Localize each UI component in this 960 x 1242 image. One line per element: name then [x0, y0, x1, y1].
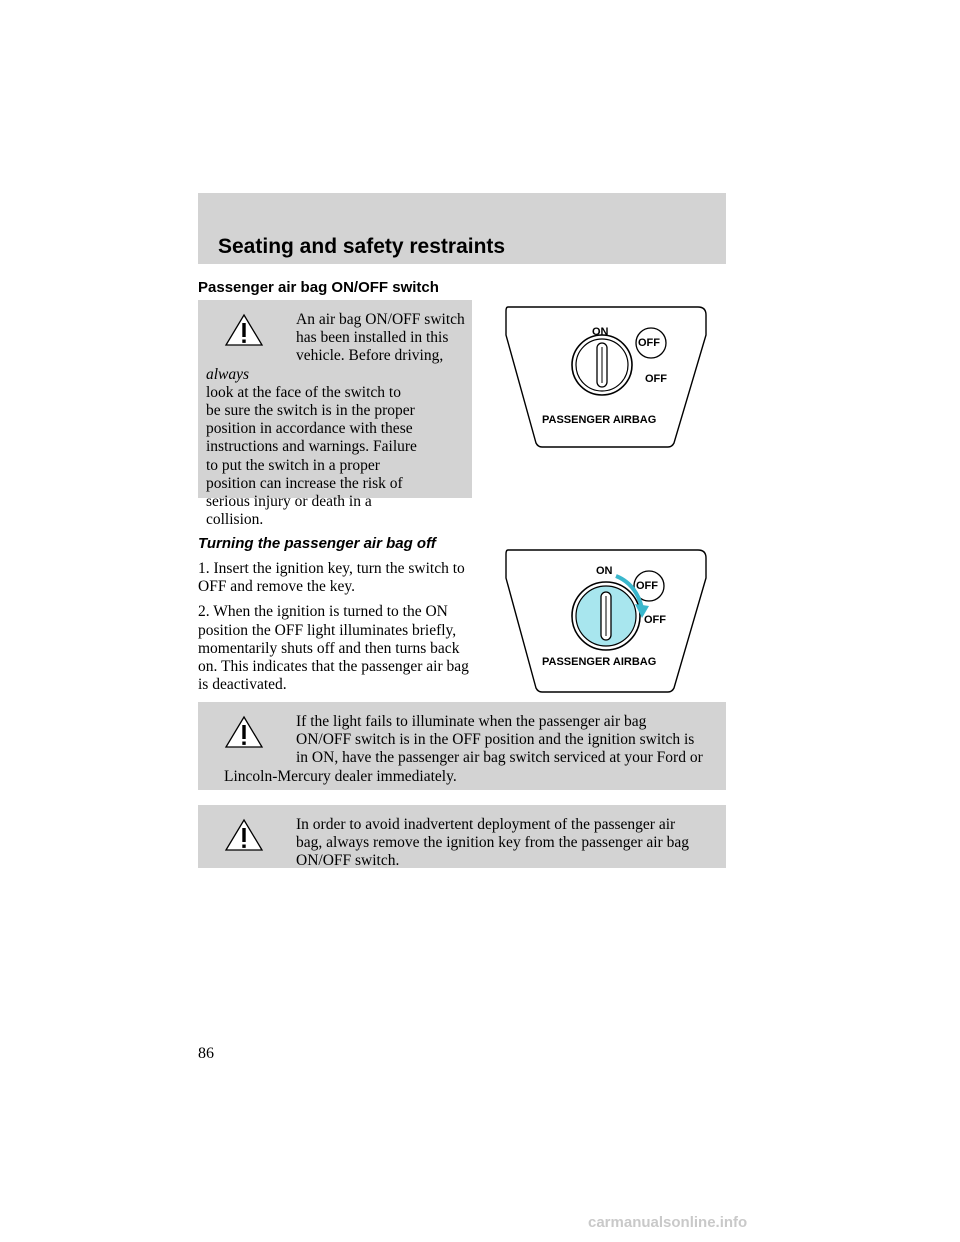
warning-line: If the light fails to illuminate when the passenger air bag [296, 713, 647, 730]
warning-line: ON/OFF switch is in the OFF position and the ignition switch is [296, 731, 695, 749]
page-number: 86 [198, 1045, 214, 1062]
section-title: Passenger air bag ON/OFF switch [198, 279, 439, 296]
label-passenger-airbag: PASSENGER AIRBAG [542, 414, 657, 426]
warning-line: serious injury or death in a [206, 493, 372, 511]
label-off: OFF [644, 614, 666, 626]
warning-line: bag, always remove the ignition key from the passenger air bag [296, 834, 689, 852]
warning-line: In order to avoid inadvertent deployment of the passenger air [296, 816, 676, 833]
step-2: 2. When the ignition is turned to the ON position the OFF light illuminates briefly, momentarily shuts off and then turns back on. This indicates that the passenger air bag is deactivated. [198, 603, 469, 694]
label-passenger-airbag: PASSENGER AIRBAG [542, 656, 657, 668]
warning-line: be sure the switch is in the proper [206, 402, 415, 420]
warning-box-1 [198, 300, 472, 529]
subsection-title: Turning the passenger air bag off [198, 535, 436, 552]
warning-line: has been installed in this [296, 329, 449, 347]
warning-line: vehicle. Before driving, always [206, 347, 444, 383]
label-on: ON [592, 326, 609, 338]
label-off-lamp: OFF [636, 580, 658, 592]
warning-triangle-icon [224, 715, 264, 751]
warning-box-2 [198, 702, 726, 790]
step-1: 1. Insert the ignition key, turn the switch to OFF and remove the key. [198, 560, 465, 596]
steps-list [198, 560, 474, 701]
warning-line: ON/OFF switch. [296, 852, 400, 870]
warning-line: in ON, have the passenger air bag switch serviced at your Ford or [296, 749, 703, 767]
footer-watermark-url[interactable]: carmanualsonline.info [588, 1214, 748, 1231]
warning-box-3 [198, 805, 726, 868]
warning-line: collision. [206, 511, 264, 529]
switch-figure-off [502, 305, 708, 449]
warning-line: position can increase the risk of [206, 474, 403, 492]
chapter-title: Seating and safety restraints [218, 235, 506, 258]
label-on: ON [596, 565, 613, 577]
warning-line: instructions and warnings. Failure [206, 438, 417, 456]
warning-triangle-icon [224, 313, 264, 349]
emphasis-always: always [206, 365, 250, 383]
warning-line: position in accordance with these [206, 420, 413, 438]
label-off-lamp: OFF [638, 337, 660, 349]
warning-line: An air bag ON/OFF switch [296, 311, 465, 328]
chapter-header [198, 193, 726, 264]
warning-line: to put the switch in a proper [206, 456, 380, 474]
warning-triangle-icon [224, 818, 264, 854]
warning-line: look at the face of the switch to [206, 383, 401, 401]
warning-line: Lincoln-Mercury dealer immediately. [224, 767, 457, 785]
label-off: OFF [645, 373, 667, 385]
switch-figure-turning-off [502, 548, 708, 694]
